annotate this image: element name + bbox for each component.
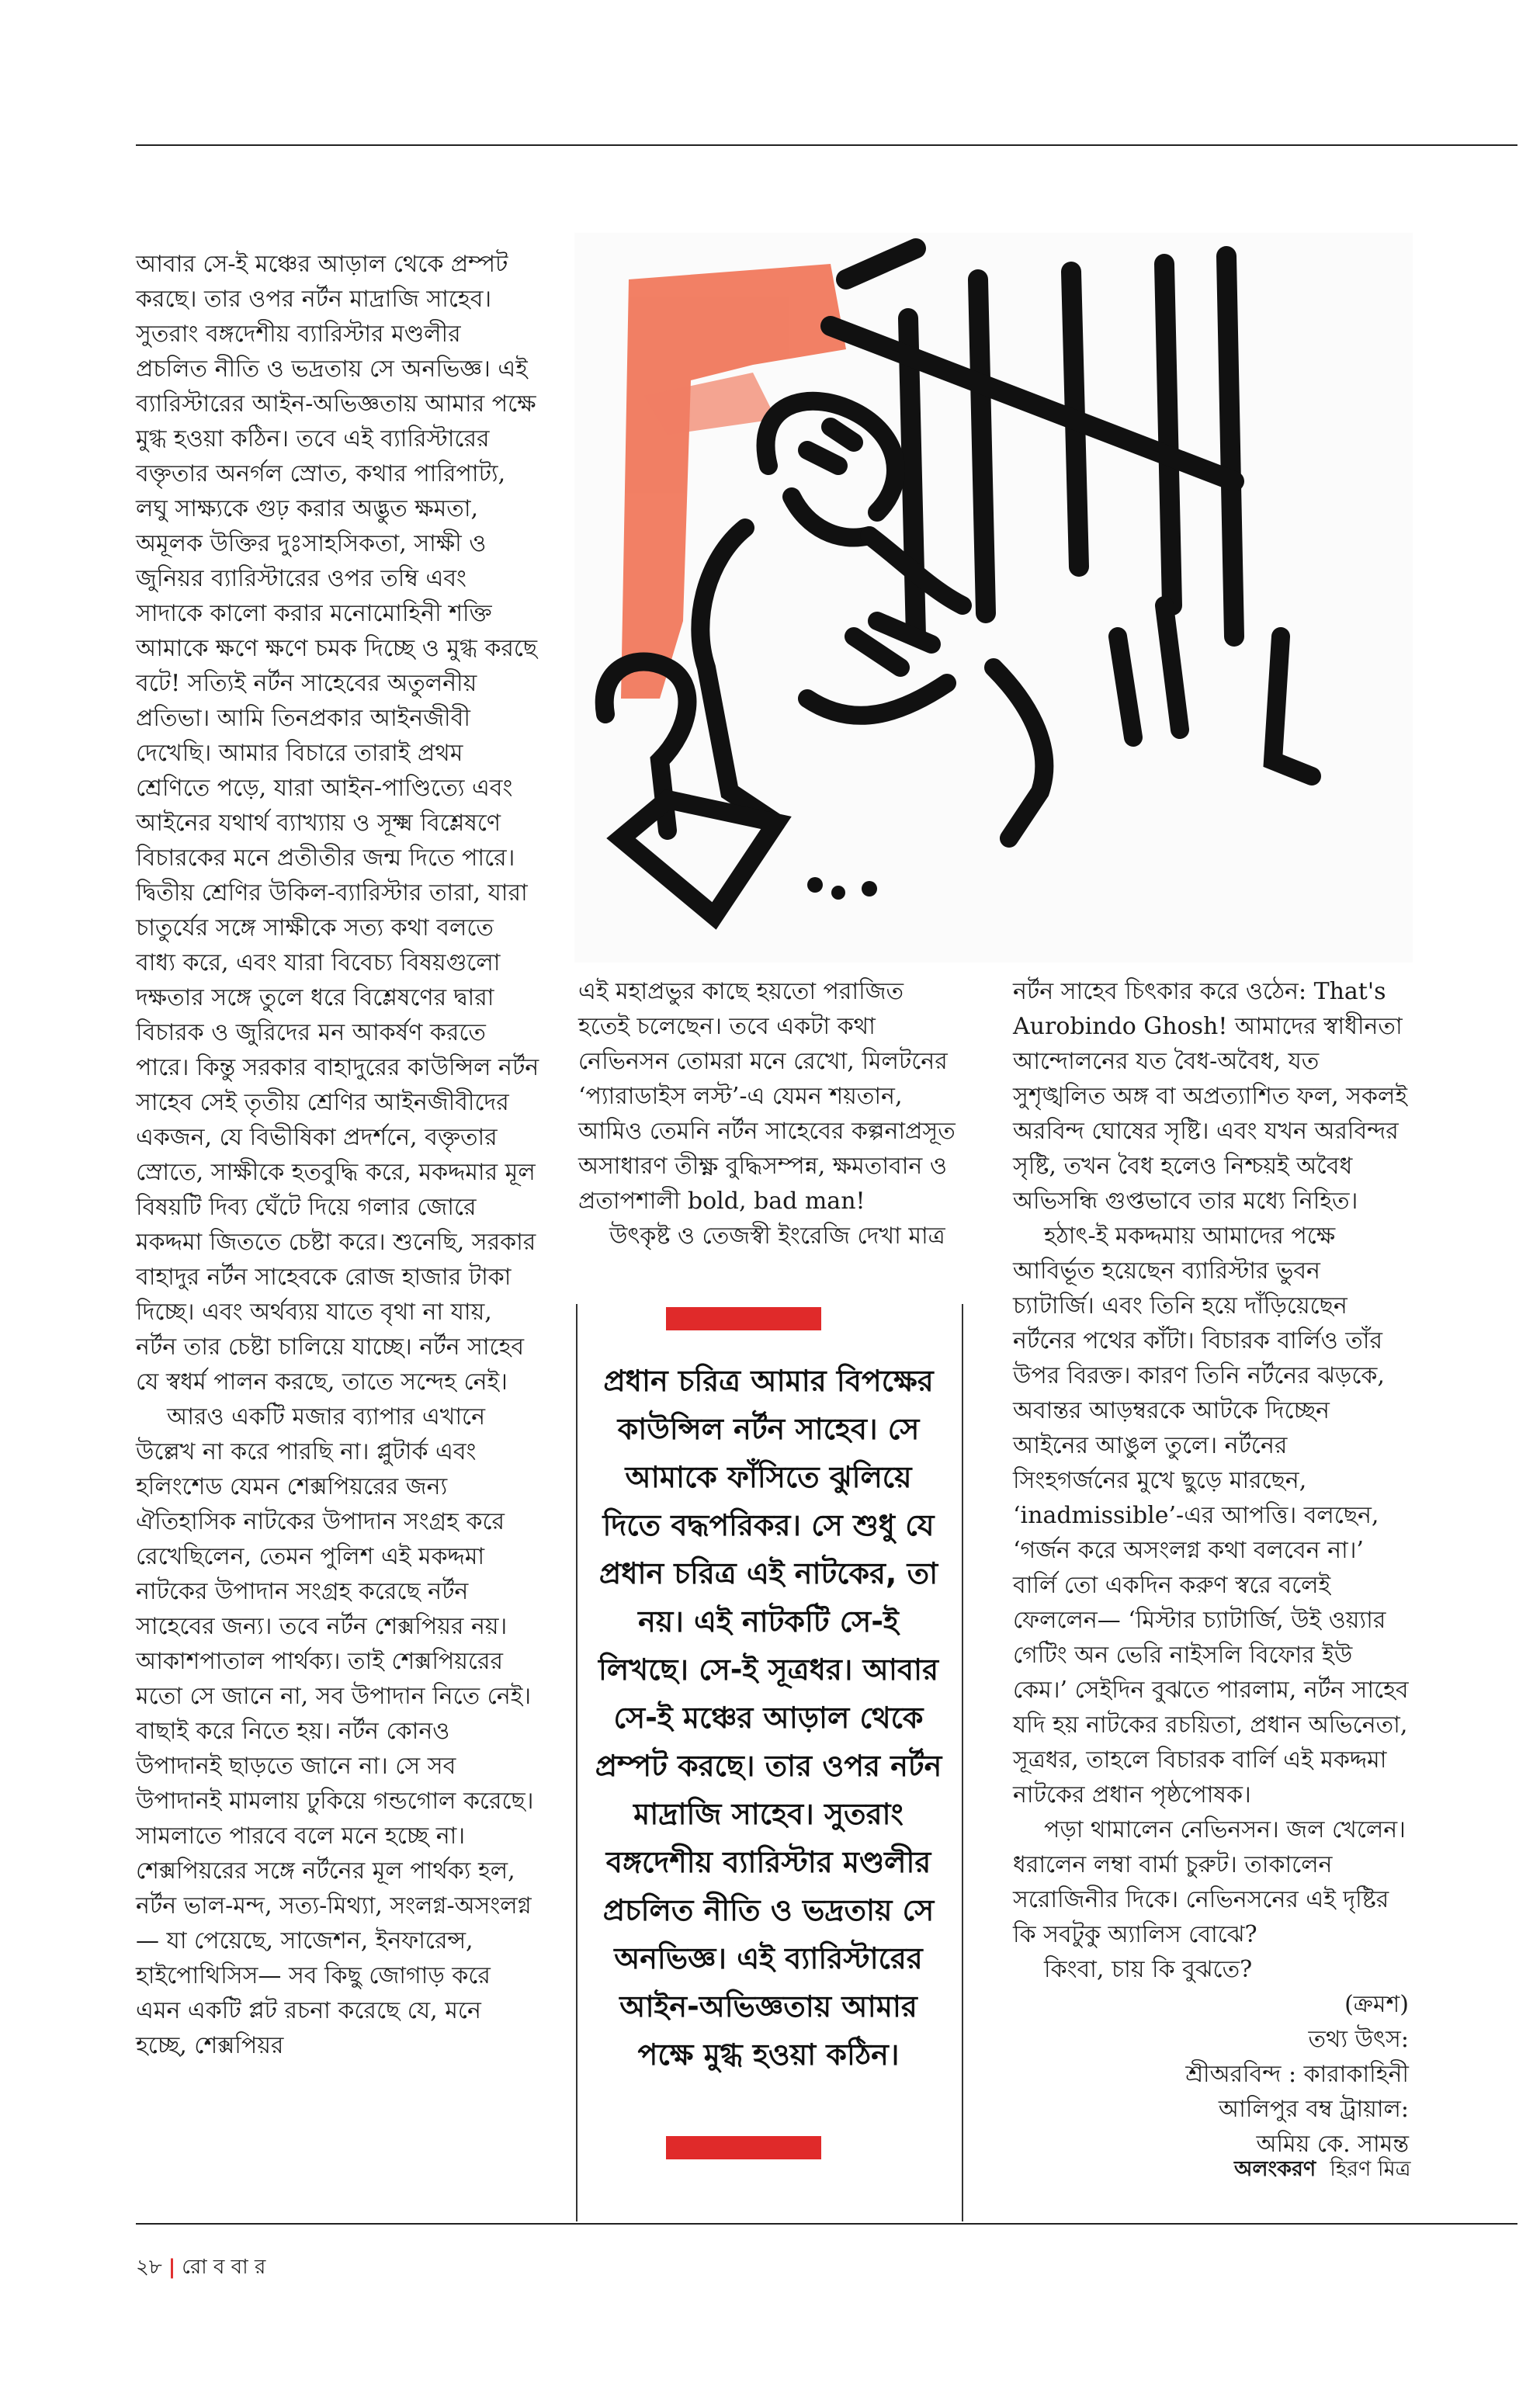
credit-label: অলংকরণ xyxy=(1234,2157,1316,2181)
source-3: অমিয় কে. সামন্ত xyxy=(1256,2131,1409,2158)
source-2: আলিপুর বম্ব ট্রায়াল: xyxy=(1218,2096,1409,2123)
sources-label: তথ্য উৎস: xyxy=(1308,2026,1409,2053)
right-paragraph-3: পড়া থামালেন নেভিনসন। জল খেলেন। ধরালেন লম্বা বার্মা চুরুট। তাকালেন সরোজিনীর দিকে। নেভিনসনের এই দৃষ্টির কি সবটুকু অ্যালিস বোঝে? xyxy=(1013,1816,1406,1948)
pull-quote-bottom-bar xyxy=(666,2136,821,2159)
pull-quote: প্রধান চরিত্র আমার বিপক্ষের কাউন্সিল নর্টন সাহেব। সে আমাকে ফাঁসিতে ঝুলিয়ে দিতে বদ্ধপরিকর। সে শুধু যে প্রধান চরিত্র এই নাটকের, তা নয়। এই নাটকটি সে-ই লিখছে। সে-ই সূত্রধর। আবার সে-ই মঞ্চের আড়াল থেকে প্রম্পট করছে। তার ওপর নর্টন মাদ্রাজি সাহেব। সুতরাং বঙ্গদেশীয় ব্যারিস্টার মণ্ডলীর প্রচলিত নীতি ও ভদ্রতায় সে অনভিজ্ঞ। এই ব্যারিস্টারের আইন-অভিজ্ঞতায় আমার পক্ষে মুগ্ধ হওয়া কঠিন। xyxy=(595,1364,942,2072)
middle-paragraph-2: উৎকৃষ্ট ও তেজস্বী ইংরেজি দেখা মাত্র xyxy=(609,1223,945,1250)
middle-paragraph-1: এই মহাপ্রভুর কাছে হয়তো পরাজিত হতেই চলেছেন। তবে একটা কথা নেভিনসন তোমরা মনে রেখো, মিলটনের ‘প্যারাডাইস লস্ট’-এ যেমন শয়তান, আমিও তেমনি নর্টন সাহেবের কল্পনাপ্রসূত অসাধারণ তীক্ষ্ণ বুদ্ধিসম্পন্ন, ক্ষমতাবান ও প্রতাপশালী bold, bad man! xyxy=(578,978,956,1215)
column-right xyxy=(1013,974,1409,2162)
right-paragraph-2: হঠাৎ-ই মকদ্দমায় আমাদের পক্ষে আবির্ভূত হয়েছেন ব্যারিস্টার ভুবন চ্যাটার্জি। এবং তিনি হয়ে দাঁড়িয়েছেন নর্টনের পথের কাঁটা। বিচারক বার্লিও তাঁর উপর বিরক্ত। কারণ তিনি নর্টনের ঝড়কে, অবান্তর আড়ম্বরকে আটকে দিচ্ছেন আইনের আঙুল তুলে। নর্টনের সিংহগর্জনের মুখে ছুড়ে মারছেন, ‘inadmissible’-এর আপত্তি। বলছেন, ‘গর্জন করে অসংলগ্ন কথা বলবেন না।’ বার্লি তো একদিন করুণ স্বরে বলেই ফেললেন— ‘মিস্টার চ্যাটার্জি, উই ওয়্যার গেটিং অন ভেরি নাইসলি বিফোর ইউ কেম।’ সেইদিন বুঝতে পারলাম, নর্টন সাহেব যদি হয় নাটকের রচয়িতা, প্রধান অভিনেতা, সূত্রধর, তাহলে বিচারক বার্লি এই মকদ্দমা নাটকের প্রধান পৃষ্ঠপোষক। xyxy=(1013,1223,1409,1809)
publication-name: রো ব বা র xyxy=(182,2256,266,2279)
right-paragraph-4: কিংবা, চায় কি বুঝতে? xyxy=(1044,1956,1253,1983)
left-paragraph-2: আরও একটি মজার ব্যাপার এখানে উল্লেখ না করে পারছি না। প্লুটার্ক এবং হলিংশেড যেমন শেক্সপিয়রের জন্য ঐতিহাসিক নাটকের উপাদান সংগ্রহ করে রেখেছিলেন, তেমন পুলিশ এই মকদ্দমা নাটকের উপাদান সংগ্রহ করেছে নর্টন সাহেবের জন্য। তবে নর্টন শেক্সপিয়র নয়। আকাশপাতাল পার্থক্য। তাই শেক্সপিয়রের মতো সে জানে না, সব উপাদান নিতে নেই। বাছাই করে নিতে হয়। নর্টন কোনও উপাদানই ছাড়তে জানে না। সে সব উপাদানই মামলায় ঢুকিয়ে গন্ডগোল করেছে। সামলাতে পারবে বলে মনে হচ্ছে না। শেক্সপিয়রের সঙ্গে নর্টনের মূল পার্থক্য হল, নর্টন ভাল-মন্দ, সত্য-মিথ্যা, সংলগ্ন-অসংলগ্ন— যা পেয়েছে, সাজেশন, ইনফারেন্স, হাইপোথিসিস— সব কিছু জোগাড় করে এমন একটি প্লট রচনা করেছে যে, মনে হচ্ছে, শেক্সপিয়র xyxy=(136,1403,534,2059)
column-left xyxy=(136,247,539,2063)
bottom-rule xyxy=(136,2223,1517,2225)
page-footer xyxy=(136,2251,265,2285)
column-divider-right xyxy=(962,1304,963,2221)
sketch-illustration-man-behind-bars xyxy=(574,233,1413,962)
top-rule xyxy=(136,144,1517,146)
footer-separator: | xyxy=(168,2256,176,2279)
column-middle xyxy=(578,974,959,1254)
source-1: শ্রীঅরবিন্দ : কারাকাহিনী xyxy=(1185,2061,1409,2088)
page-number: ২৮ xyxy=(136,2256,162,2279)
pull-quote-top-bar xyxy=(666,1307,821,1330)
column-divider-left xyxy=(576,1304,578,2221)
credit-name: হিরণ মিত্র xyxy=(1330,2157,1411,2181)
left-paragraph-1: আবার সে-ই মঞ্চের আড়াল থেকে প্রম্পট করছে। তার ওপর নর্টন মাদ্রাজি সাহেব। সুতরাং বঙ্গদেশীয় ব্যারিস্টার মণ্ডলীর প্রচলিত নীতি ও ভদ্রতায় সে অনভিজ্ঞ। এই ব্যারিস্টারের আইন-অভিজ্ঞতায় আমার পক্ষে মুগ্ধ হওয়া কঠিন। তবে এই ব্যারিস্টারের বক্তৃতার অনর্গল স্রোত, কথার পারিপাট্য, লঘু সাক্ষ্যকে গুঢ় করার অদ্ভুত ক্ষমতা, অমূলক উক্তির দুঃসাহসিকতা, সাক্ষী ও জুনিয়র ব্যারিস্টারের ওপর তম্বি এবং সাদাকে কালো করার মনোমোহিনী শক্তি আমাকে ক্ষণে ক্ষণে চমক দিচ্ছে ও মুগ্ধ করছে বটে! সত্যিই নর্টন সাহেবের অতুলনীয় প্রতিভা। আমি তিনপ্রকার আইনজীবী দেখেছি। আমার বিচারে তারাই প্রথম শ্রেণিতে পড়ে, যারা আইন-পাণ্ডিত্যে এবং আইনের যথার্থ ব্যাখ্যায় ও সূক্ষ্ম বিশ্লেষণে বিচারকের মনে প্রতীতীর জন্ম দিতে পারে। দ্বিতীয় শ্রেণির উকিল-ব্যারিস্টার তারা, যারা চাতুর্যের সঙ্গে সাক্ষীকে সত্য কথা বলতে বাধ্য করে, এবং যারা বিবেচ্য বিষয়গুলো দক্ষতার সঙ্গে তুলে ধরে বিশ্লেষণের দ্বারা বিচারক ও জুরিদের মন আকর্ষণ করতে পারে। কিন্তু সরকার বাহাদুরের কাউন্সিল নর্টন সাহেব সেই তৃতীয় শ্রেণির আইনজীবীদের একজন, যে বিভীষিকা প্রদর্শনে, বক্তৃতার স্রোতে, সাক্ষীকে হতবুদ্ধি করে, মকদ্দমার মূল বিষয়টি দিব্য ঘেঁটে দিয়ে গলার জোরে মকদ্দমা জিততে চেষ্টা করে। শুনেছি, সরকার বাহাদুর নর্টন সাহেবকে রোজ হাজার টাকা দিচ্ছে। এবং অর্থব্যয় যাতে বৃথা না যায়, নর্টন তার চেষ্টা চালিয়ে যাচ্ছে। নর্টন সাহেব যে স্বধর্ম পালন করছে, তাতে সন্দেহ নেই। xyxy=(136,251,539,1396)
illustration-credit xyxy=(1234,2153,1410,2188)
right-paragraph-1: নর্টন সাহেব চিৎকার করে ওঠেন: That's Aurobindo Ghosh! আমাদের স্বাধীনতা আন্দোলনের যত বৈধ-অবৈধ, যত সুশৃঙ্খলিত অঙ্গ বা অপ্রত্যাশিত ফল, সকলই অরবিন্দ ঘোষের সৃষ্টি। এবং যখন অরবিন্দর সৃষ্টি, তখন বৈধ হলেও নিশ্চয়ই অবৈধ অভিসন্ধি গুপ্তভাবে তার মধ্যে নিহিত। xyxy=(1013,978,1407,1215)
continued-label: (ক্রমশ) xyxy=(1344,1991,1409,2018)
